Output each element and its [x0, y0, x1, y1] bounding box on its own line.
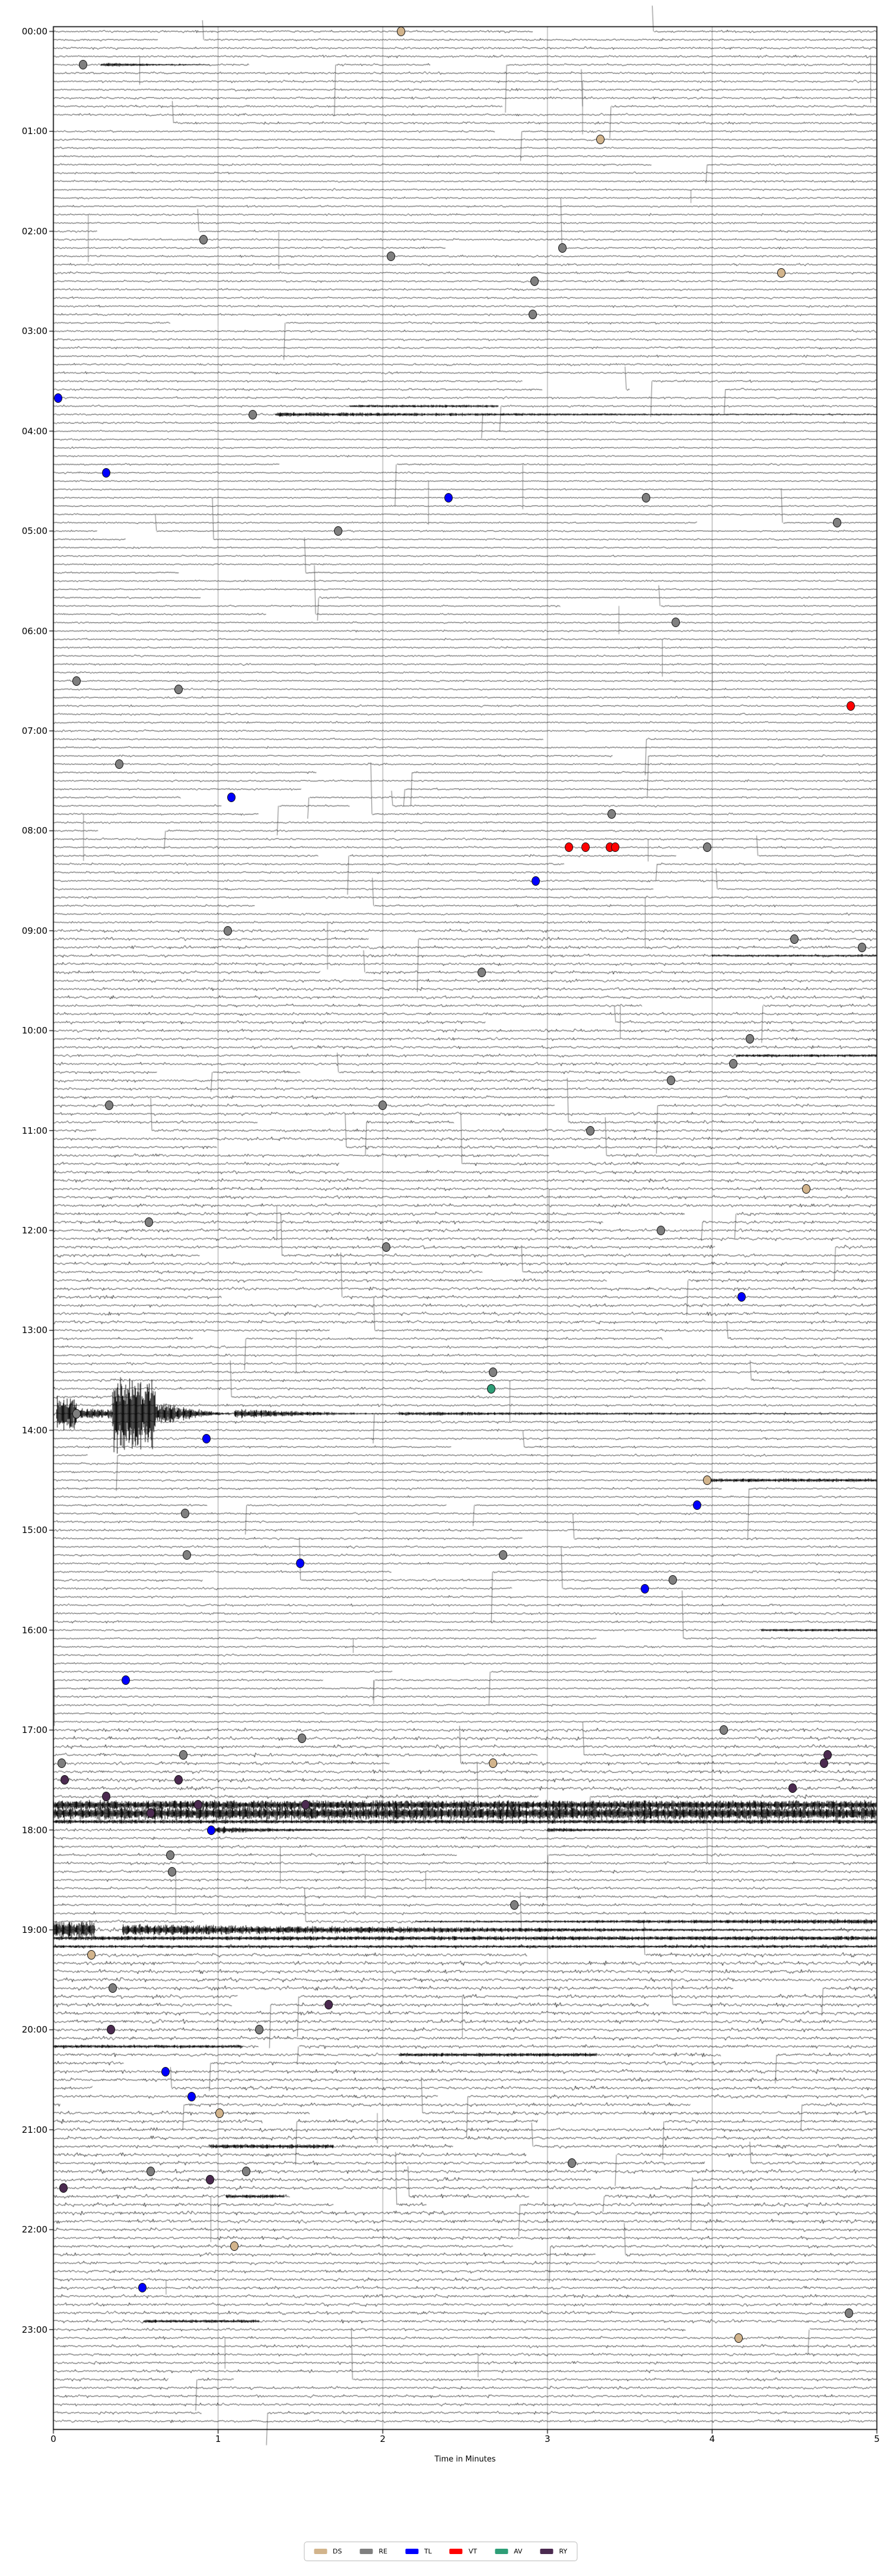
event-marker-vt[interactable]	[581, 842, 590, 852]
event-marker-ry[interactable]	[206, 2175, 214, 2184]
hour-label: 07:00	[21, 725, 47, 736]
event-marker-vt[interactable]	[847, 701, 855, 711]
event-marker-re[interactable]	[145, 1217, 153, 1227]
legend-item-av	[495, 2548, 522, 2555]
legend-item-vt	[450, 2548, 477, 2555]
event-marker-re[interactable]	[166, 1850, 174, 1860]
event-marker-re[interactable]	[845, 2308, 853, 2318]
event-marker-re[interactable]	[58, 1758, 66, 1768]
hour-label: 16:00	[21, 1624, 47, 1636]
event-marker-tl[interactable]	[227, 793, 236, 802]
legend-swatch-icon	[450, 2549, 463, 2554]
event-marker-ds[interactable]	[596, 135, 605, 144]
event-marker-tl[interactable]	[532, 876, 540, 886]
hour-label: 22:00	[21, 2224, 47, 2235]
event-marker-ry[interactable]	[59, 2183, 68, 2193]
legend-swatch-icon	[360, 2549, 373, 2554]
hour-label: 19:00	[21, 1924, 47, 1935]
event-marker-re[interactable]	[720, 1725, 728, 1735]
event-marker-re[interactable]	[489, 1367, 497, 1377]
minute-tick-label: 4	[709, 2434, 715, 2444]
event-marker-ds[interactable]	[802, 1184, 810, 1194]
legend-label: TL	[424, 2548, 432, 2555]
event-marker-tl[interactable]	[102, 468, 110, 478]
event-marker-re[interactable]	[72, 1409, 81, 1419]
hour-label: 00:00	[21, 26, 47, 37]
event-marker-re[interactable]	[242, 2167, 250, 2176]
event-marker-re[interactable]	[530, 276, 539, 286]
event-marker-vt[interactable]	[611, 842, 619, 852]
hour-label: 14:00	[21, 1424, 47, 1436]
event-marker-re[interactable]	[558, 243, 567, 253]
legend-label: RE	[379, 2548, 387, 2555]
legend-item-re	[360, 2548, 387, 2555]
event-marker-ds[interactable]	[397, 27, 405, 36]
event-marker-re[interactable]	[79, 60, 87, 69]
event-marker-tl[interactable]	[207, 1826, 215, 1835]
event-marker-tl[interactable]	[122, 1675, 130, 1685]
event-marker-re[interactable]	[858, 943, 866, 952]
legend-label: DS	[332, 2548, 342, 2555]
hour-label: 23:00	[21, 2324, 47, 2335]
hour-label: 12:00	[21, 1225, 47, 1236]
hour-label: 10:00	[21, 1025, 47, 1036]
legend-label: VT	[468, 2548, 478, 2555]
event-marker-re[interactable]	[72, 676, 81, 686]
event-marker-ry[interactable]	[325, 2000, 333, 2009]
event-marker-tl[interactable]	[187, 2092, 196, 2101]
legend-label: AV	[514, 2548, 523, 2555]
event-marker-re[interactable]	[387, 252, 395, 261]
event-marker-re[interactable]	[382, 1242, 390, 1252]
minute-tick-label: 1	[215, 2434, 221, 2444]
event-marker-re[interactable]	[478, 968, 486, 977]
hour-label: 04:00	[21, 425, 47, 437]
hour-label: 03:00	[21, 326, 47, 337]
hour-label: 20:00	[21, 2024, 47, 2036]
legend-swatch-icon	[495, 2549, 508, 2554]
legend-item-tl	[405, 2548, 432, 2555]
legend	[304, 2542, 577, 2561]
legend-label: RY	[559, 2548, 568, 2555]
minute-tick-label: 0	[50, 2434, 56, 2444]
event-marker-re[interactable]	[790, 934, 799, 944]
event-marker-re[interactable]	[529, 310, 537, 319]
hour-label: 17:00	[21, 1725, 47, 1736]
event-marker-re[interactable]	[109, 1983, 117, 1993]
minute-tick-label: 2	[380, 2434, 386, 2444]
hour-label: 13:00	[21, 1325, 47, 1336]
event-marker-ds[interactable]	[777, 268, 785, 278]
event-marker-re[interactable]	[115, 759, 123, 769]
event-marker-re[interactable]	[168, 1867, 176, 1877]
event-marker-re[interactable]	[586, 1126, 594, 1136]
event-marker-tl[interactable]	[54, 393, 62, 403]
event-marker-re[interactable]	[174, 685, 183, 694]
hour-label: 09:00	[21, 925, 47, 936]
hour-label: 11:00	[21, 1125, 47, 1136]
event-marker-ds[interactable]	[87, 1950, 96, 1960]
legend-item-ds	[314, 2548, 342, 2555]
event-marker-re[interactable]	[199, 235, 208, 244]
event-marker-ry[interactable]	[301, 1800, 310, 1809]
hour-label: 01:00	[21, 126, 47, 137]
event-marker-re[interactable]	[224, 926, 232, 936]
event-marker-tl[interactable]	[161, 2067, 170, 2076]
legend-swatch-icon	[405, 2549, 418, 2554]
event-marker-re[interactable]	[147, 2167, 155, 2176]
legend-swatch-icon	[540, 2549, 553, 2554]
event-marker-ds[interactable]	[734, 2333, 743, 2343]
x-axis-label: Time in Minutes	[434, 2455, 496, 2464]
hour-label: 06:00	[21, 625, 47, 637]
hour-label: 21:00	[21, 2124, 47, 2135]
minute-tick-label: 5	[874, 2434, 880, 2444]
hour-label: 02:00	[21, 225, 47, 237]
hour-label: 08:00	[21, 825, 47, 837]
event-marker-tl[interactable]	[202, 1434, 211, 1443]
minute-tick-label: 3	[545, 2434, 551, 2444]
event-marker-re[interactable]	[249, 410, 257, 419]
hour-label: 05:00	[21, 526, 47, 537]
legend-item-ry	[540, 2548, 567, 2555]
hour-label: 15:00	[21, 1525, 47, 1536]
legend-swatch-icon	[314, 2549, 327, 2554]
event-marker-tl[interactable]	[641, 1584, 649, 1594]
hour-label: 18:00	[21, 1824, 47, 1836]
